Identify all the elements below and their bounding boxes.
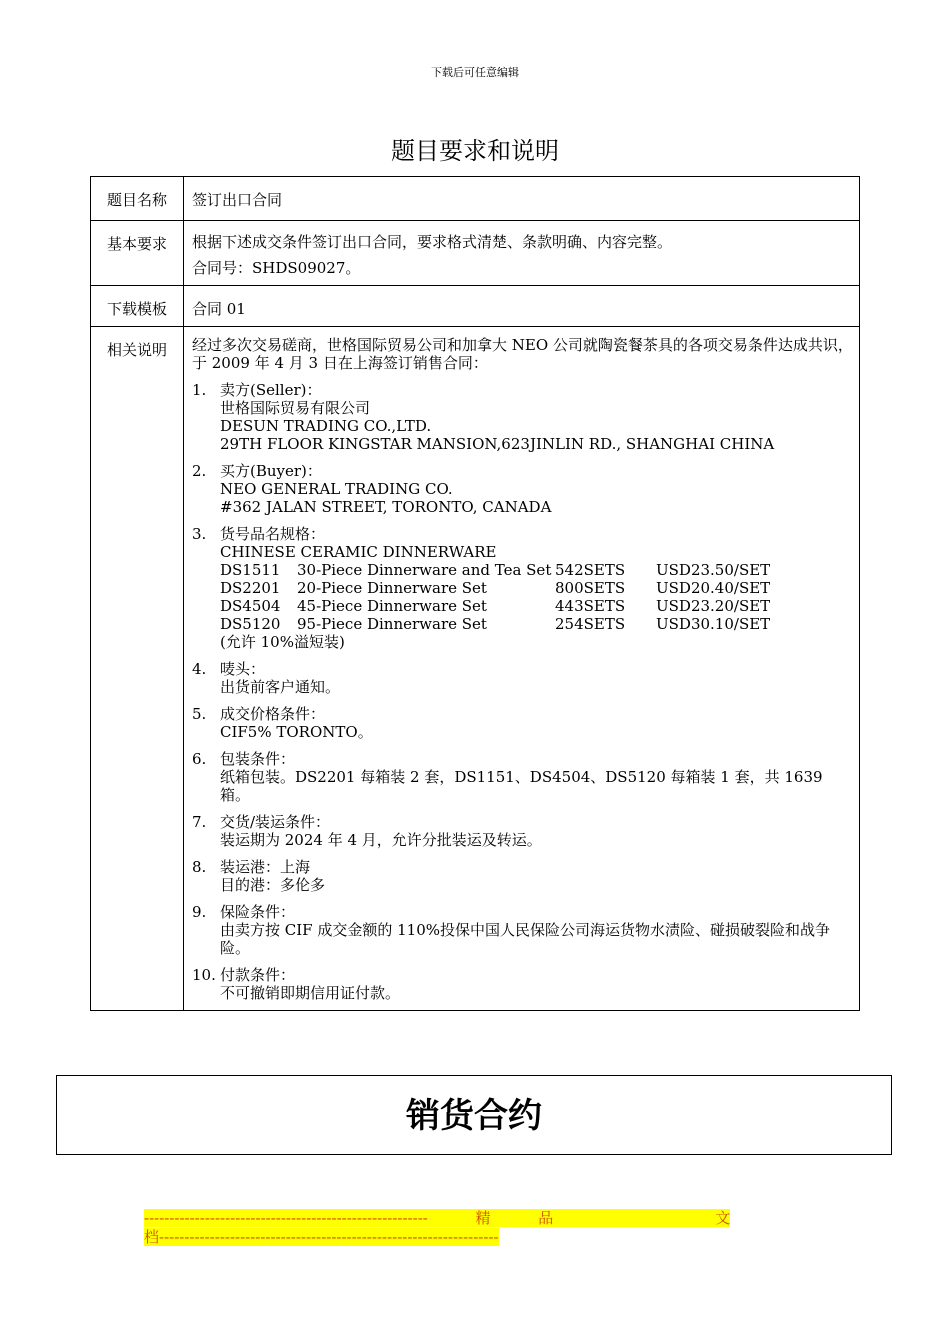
- product-code: DS5120: [220, 615, 281, 633]
- item-number: 1.: [192, 381, 207, 399]
- product-price: USD23.20/SET: [656, 597, 771, 615]
- row-content: [184, 177, 860, 221]
- item-number: 2.: [192, 462, 207, 480]
- item-line: 卖方(Seller)：: [220, 381, 322, 399]
- item-line: 货号品名规格：: [220, 525, 326, 543]
- row-label: 题目名称: [91, 177, 184, 221]
- item-line: 装运期为 2024 年 4 月，允许分批装运及转运。: [220, 831, 542, 849]
- list-item: [192, 750, 853, 804]
- item-number: 8.: [192, 858, 207, 876]
- item-number: 5.: [192, 705, 207, 723]
- list-item: [192, 903, 853, 957]
- item-line: CHINESE CERAMIC DINNERWARE: [220, 543, 497, 561]
- item-line: 由卖方按 CIF 成交金额的 110%投保中国人民保险公司海运货物水渍险、碰损破裂险和战争险。: [220, 921, 831, 957]
- product-quantity: 542SETS: [555, 561, 626, 579]
- item-line: 出货前客户通知。: [220, 678, 341, 696]
- requirement-text: 根据下述成交条件签订出口合同，要求格式清楚、条款明确、内容完整。: [192, 233, 673, 251]
- item-number: 7.: [192, 813, 207, 831]
- list-item: [192, 705, 853, 741]
- product-name: 45-Piece Dinnerware Set: [297, 597, 487, 615]
- row-content: [184, 327, 860, 1011]
- list-item: [192, 525, 853, 651]
- terms-list: [192, 381, 853, 1002]
- item-line: 唛头：: [220, 660, 266, 678]
- list-item: [192, 462, 853, 516]
- list-item: [192, 813, 853, 849]
- item-line: 成交价格条件：: [220, 705, 326, 723]
- list-item: [192, 381, 853, 453]
- item-line: 包装条件：: [220, 750, 296, 768]
- row-label: 基本要求: [91, 221, 184, 286]
- product-price: USD30.10/SET: [656, 615, 771, 633]
- product-quantity: 800SETS: [555, 579, 626, 597]
- table-row: [91, 177, 860, 221]
- row-content: [184, 286, 860, 327]
- intro-paragraph: 经过多次交易磋商，世格国际贸易公司和加拿大 NEO 公司就陶瓷餐茶具的各项交易条件达成共识，于 2009 年 4 月 3 日在上海签订销售合同：: [192, 336, 853, 372]
- product-code: DS4504: [220, 597, 281, 615]
- footer-line-1: -------------------------------------------------------- 精 品 文: [144, 1209, 731, 1227]
- product-code: DS2201: [220, 579, 281, 597]
- product-quantity: 254SETS: [555, 615, 626, 633]
- requirements-table: [90, 176, 860, 1011]
- item-line: 29TH FLOOR KINGSTAR MANSION,623JINLIN RD., SHANGHAI CHINA: [220, 435, 775, 453]
- topic-name: 签订出口合同: [192, 191, 283, 209]
- item-line: 目的港：多伦多: [220, 876, 326, 894]
- item-number: 10.: [192, 966, 216, 984]
- footer-line-2: 档-------------------------------------------------------------------: [144, 1228, 499, 1246]
- item-line: 纸箱包装。DS2201 每箱装 2 套，DS1151、DS4504、DS5120 每箱装 1 套，共 1639 箱。: [220, 768, 823, 804]
- item-line: #362 JALAN STREET, TORONTO, CANADA: [220, 498, 552, 516]
- item-number: 9.: [192, 903, 207, 921]
- product-name: 20-Piece Dinnerware Set: [297, 579, 487, 597]
- list-item: [192, 858, 853, 894]
- product-quantity: 443SETS: [555, 597, 626, 615]
- item-line: CIF5% TORONTO。: [220, 723, 373, 741]
- header-note: 下载后可任意编辑: [431, 66, 519, 79]
- product-row: [220, 615, 853, 633]
- product-row: [220, 579, 853, 597]
- product-code: DS1511: [220, 561, 281, 579]
- item-number: 6.: [192, 750, 207, 768]
- table-row: [91, 327, 860, 1011]
- list-item: [192, 660, 853, 696]
- product-price: USD20.40/SET: [656, 579, 771, 597]
- product-row: [220, 597, 853, 615]
- item-line: 买方(Buyer)：: [220, 462, 322, 480]
- row-content: [184, 221, 860, 286]
- product-name: 30-Piece Dinnerware and Tea Set: [297, 561, 552, 579]
- list-item: [192, 966, 853, 1002]
- row-label: 相关说明: [91, 327, 184, 1011]
- product-name: 95-Piece Dinnerware Set: [297, 615, 487, 633]
- item-line: 世格国际贸易有限公司: [220, 399, 371, 417]
- item-line: 付款条件：: [220, 966, 296, 984]
- item-line: NEO GENERAL TRADING CO.: [220, 480, 453, 498]
- item-line: DESUN TRADING CO.,LTD.: [220, 417, 432, 435]
- item-line: 不可撤销即期信用证付款。: [220, 984, 401, 1002]
- item-line: 交货/装运条件：: [220, 813, 331, 831]
- item-line: 保险条件：: [220, 903, 296, 921]
- page-title: 题目要求和说明: [391, 137, 559, 165]
- item-line: 装运港：上海: [220, 858, 311, 876]
- contract-title: 销货合约: [56, 1075, 892, 1155]
- row-label: 下载模板: [91, 286, 184, 327]
- tolerance-note: (允许 10%溢短装): [220, 633, 345, 651]
- table-row: [91, 286, 860, 327]
- product-row: [220, 561, 853, 579]
- item-number: 4.: [192, 660, 207, 678]
- contract-number: 合同号：SHDS09027。: [192, 259, 361, 277]
- template-link[interactable]: 合同 01: [192, 300, 246, 318]
- table-row: [91, 221, 860, 286]
- item-number: 3.: [192, 525, 207, 543]
- product-price: USD23.50/SET: [656, 561, 771, 579]
